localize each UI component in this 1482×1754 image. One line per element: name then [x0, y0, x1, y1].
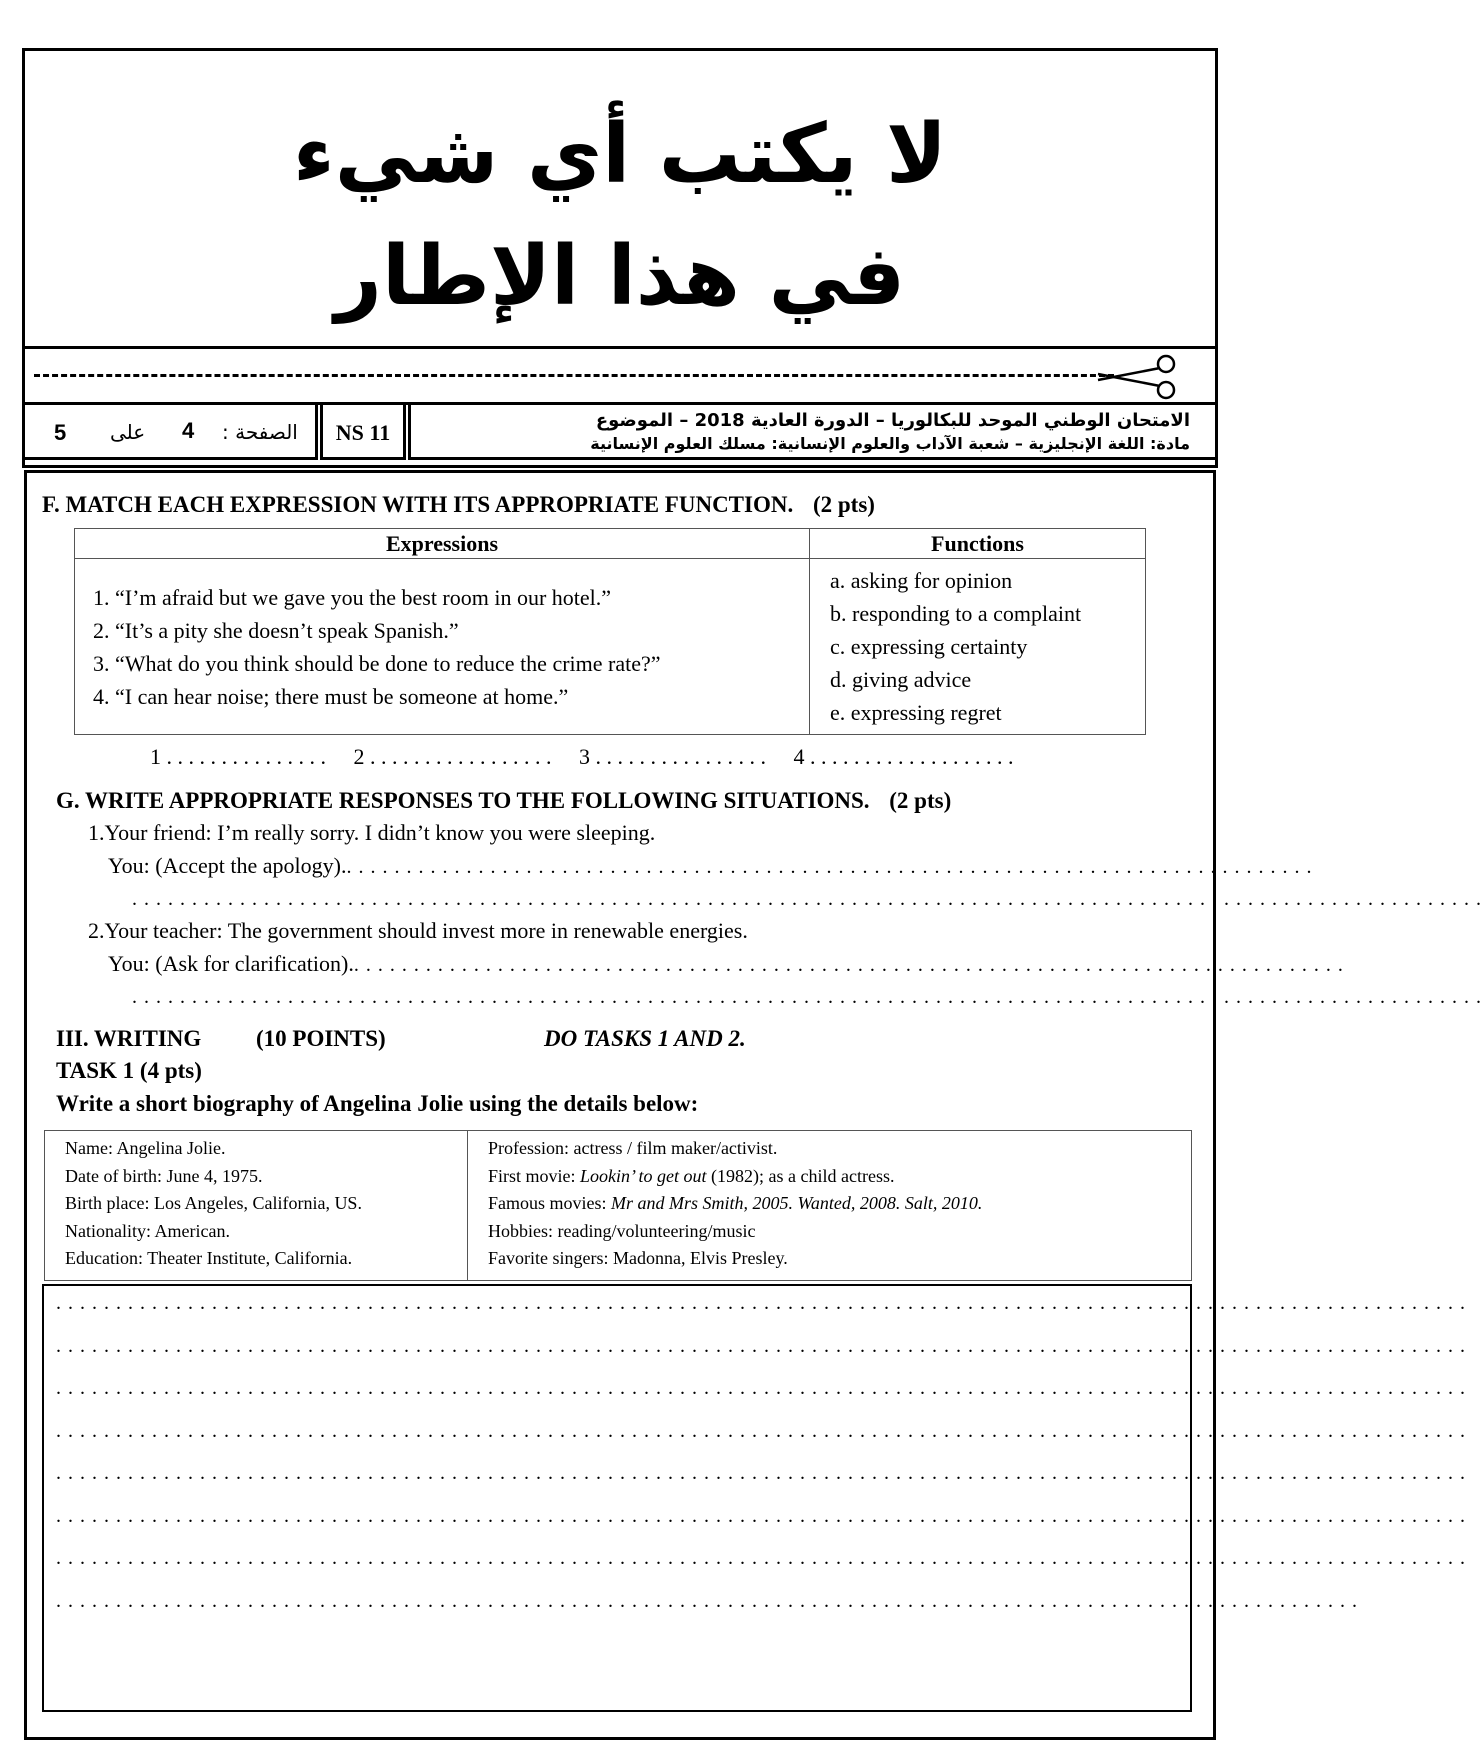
expressions-cell [75, 559, 810, 735]
details-left-cell [45, 1131, 468, 1281]
situation-2-you: You: (Ask for clarification). [108, 951, 354, 976]
expressions-header: Expressions [75, 529, 810, 559]
detail-profession: Profession: actress / film maker/activist. [488, 1138, 778, 1158]
detail-famous-movies [488, 1190, 1191, 1218]
exam-code: NS 11 [335, 420, 391, 445]
function-item: b. responding to a complaint [830, 601, 1082, 626]
section-g-title [56, 788, 951, 814]
task1-title: TASK 1 (4 pts) [56, 1058, 202, 1083]
situation-1-prompt: 1.Your friend: I’m really sorry. I didn’t know you were sleeping. [88, 820, 656, 845]
function-item: c. expressing certainty [830, 634, 1028, 659]
answer-dots: . . . . . . . . . . . . . . . . . . . . . . . . . . . . . . . . . . . . . . . . . . . . . . . . . . . . . . . . . . . . . . . . . . . . . . . . . . . . . . . . . [346, 856, 1313, 878]
no-write-warning-line1: لا يكتب أي شيء [292, 107, 948, 202]
situation-1-answer-line[interactable]: . . . . . . . . . . . . . . . . . . . . . . . . . . . . . . . . . . . . . . . . . . . . . . . . . . . . . . . . . . . . . . . . . . . . . . . . . . . . . . . . . . . . . . . . . . . . . . . . . . . . . . . . . . . . . . . . . [132, 888, 1482, 910]
detail-singers: Favorite singers: Madonna, Elvis Presley. [488, 1248, 788, 1268]
answer-line[interactable]: . . . . . . . . . . . . . . . . . . . . . . . . . . . . . . . . . . . . . . . . . . . . . . . . . . . . . . . . . . . . . . . . . . . . . . . . . . . . . . . . . . . . . . . . . . . . . . . . . . . . . . . . . . . . . . . . . . . . . . [56, 1504, 1466, 1527]
total-pages: 5 [54, 420, 67, 445]
function-item: e. expressing regret [830, 700, 1002, 725]
answer-line[interactable]: . . . . . . . . . . . . . . . . . . . . . . . . . . . . . . . . . . . . . . . . . . . . . . . . . . . . . . . . . . . . . . . . . . . . . . . . . . . . . . . . . . . . . . . . . . . . . . . . . . . . . . . . . . . . . . . . . . . . . . [56, 1462, 1466, 1484]
match-answer-line[interactable]: 1 . . . . . . . . . . . . . . . 2 . . . . . . . . . . . . . . . . . 3 . . . . . . . . . . . . . . . . 4 . . . . . . . . . . . . . . . . . . . [150, 744, 1014, 769]
answer-line[interactable]: . . . . . . . . . . . . . . . . . . . . . . . . . . . . . . . . . . . . . . . . . . . . . . . . . . . . . . . . . . . . . . . . . . . . . . . . . . . . . . . . . . . . . . . . . . . . . . . . . . . . . . . . . . . . . . . . . . . . . . [56, 1547, 1466, 1569]
biography-answer-lines[interactable] [56, 1292, 1466, 1632]
function-item: d. giving advice [830, 667, 972, 692]
cut-dashed-line [34, 374, 1114, 377]
no-write-inner-line [22, 346, 1218, 349]
famous-movies-label: Famous movies: [488, 1193, 612, 1213]
section-f-title [42, 492, 875, 518]
exam-title-line1: الامتحان الوطني الموحد للبكالوريا – الدورة العادية 2018 – الموضوع [595, 410, 1190, 431]
famous-movies-titles: Mr and Mrs Smith, 2005. Wanted, 2008. Salt, 2010. [611, 1193, 983, 1213]
of-label: على [110, 420, 146, 444]
writing-points: (10 POINTS) [256, 1026, 386, 1051]
section-g-title-text: G. WRITE APPROPRIATE RESPONSES TO THE FOLLOWING SITUATIONS. [56, 788, 870, 813]
detail-item: Name: Angelina Jolie. [65, 1138, 226, 1158]
task1-prompt: Write a short biography of Angelina Jolie using the details below: [56, 1091, 699, 1116]
page-number: 4 [182, 418, 195, 443]
situation-2-prompt: 2.Your teacher: The government should invest more in renewable energies. [88, 918, 748, 943]
first-movie-title: Lookin’ to get out [580, 1165, 707, 1186]
detail-first-movie [488, 1163, 1191, 1191]
expression-item: 2. “It’s a pity she doesn’t speak Spanish.” [93, 617, 459, 643]
expression-item: 3. “What do you think should be done to reduce the crime rate?” [93, 650, 661, 676]
function-item: a. asking for opinion [830, 568, 1013, 593]
situation-2-response[interactable] [108, 951, 1344, 977]
section-g-points: (2 pts) [889, 788, 952, 813]
writing-title: III. WRITING [56, 1026, 202, 1051]
first-movie-label: First movie: [488, 1165, 581, 1186]
detail-item: Date of birth: June 4, 1975. [65, 1165, 263, 1186]
scissors-icon [1094, 352, 1184, 402]
detail-item: Nationality: American. [65, 1220, 230, 1241]
writing-instruction: DO TASKS 1 AND 2. [544, 1026, 746, 1051]
answer-line[interactable]: . . . . . . . . . . . . . . . . . . . . . . . . . . . . . . . . . . . . . . . . . . . . . . . . . . . . . . . . . . . . . . . . . . . . . . . . . . . . . . . . . . . . . . . . . . . . . . . . . . . . . . . . . . . . . . . . . . . . . . [56, 1377, 1466, 1399]
situation-1-response[interactable] [108, 853, 1313, 879]
section-f-points: (2 pts) [812, 492, 875, 517]
expressions-table [74, 528, 1146, 735]
section-f-title-text: F. MATCH EACH EXPRESSION WITH ITS APPROPRIATE FUNCTION. [42, 492, 794, 517]
answer-line[interactable]: . . . . . . . . . . . . . . . . . . . . . . . . . . . . . . . . . . . . . . . . . . . . . . . . . . . . . . . . . . . . . . . . . . . . . . . . . . . . . . . . . . . . . . . . . . . . . . . . . . . . . . . . . . . . . . . . . . . . . . [56, 1334, 1466, 1357]
situation-1-you: You: (Accept the apology). [108, 853, 347, 878]
exam-title-line2: مادة: اللغة الإنجليزية – شعبة الآداب والعلوم الإنسانية: مسلك العلوم الإنسانية [590, 434, 1190, 453]
no-write-warning-line2: في هذا الإطار [334, 229, 906, 324]
expression-item: 4. “I can hear noise; there must be someone at home.” [93, 683, 569, 709]
answer-line[interactable]: . . . . . . . . . . . . . . . . . . . . . . . . . . . . . . . . . . . . . . . . . . . . . . . . . . . . . . . . . . . . . . . . . . . . . . . . . . . . . . . . . . . . . . . . . . . . . . . . . . . . . . . . . . . . . . . . . . . . . . [56, 1292, 1466, 1314]
answer-line[interactable]: . . . . . . . . . . . . . . . . . . . . . . . . . . . . . . . . . . . . . . . . . . . . . . . . . . . . . . . . . . . . . . . . . . . . . . . . . . . . . . . . . . . . . . . . . . . . . . . . . . . . . . . . . . . . . . . . . . . . . . [56, 1419, 1466, 1442]
detail-item: Birth place: Los Angeles, California, US. [65, 1193, 362, 1213]
details-right-cell [468, 1131, 1192, 1281]
detail-item: Education: Theater Institute, California. [65, 1248, 353, 1268]
situation-2-answer-line[interactable]: . . . . . . . . . . . . . . . . . . . . . . . . . . . . . . . . . . . . . . . . . . . . . . . . . . . . . . . . . . . . . . . . . . . . . . . . . . . . . . . . . . . . . . . . . . . . . . . . . . . . . . . . . . . . . . . . . [132, 986, 1482, 1008]
first-movie-rest: (1982); as a child actress. [706, 1165, 895, 1186]
functions-header: Functions [810, 529, 1146, 559]
page-label: الصفحة : [222, 420, 298, 444]
answer-line[interactable]: . . . . . . . . . . . . . . . . . . . . . . . . . . . . . . . . . . . . . . . . . . . . . . . . . . . . . . . . . . . . . . . . . . . . . . . . . . . . . . . . . . . . . . . . . . . . . . . . . . . . . . . . . . . . . [56, 1589, 1358, 1612]
detail-hobbies: Hobbies: reading/volunteering/music [488, 1220, 756, 1241]
expression-item: 1. “I’m afraid but we gave you the best room in our hotel.” [93, 584, 612, 610]
answer-dots: . . . . . . . . . . . . . . . . . . . . . . . . . . . . . . . . . . . . . . . . . . . . . . . . . . . . . . . . . . . . . . . . . . . . . . . . . . . . . . . . . . . [353, 954, 1344, 976]
biography-details-table [44, 1130, 1192, 1281]
functions-cell [810, 559, 1146, 735]
